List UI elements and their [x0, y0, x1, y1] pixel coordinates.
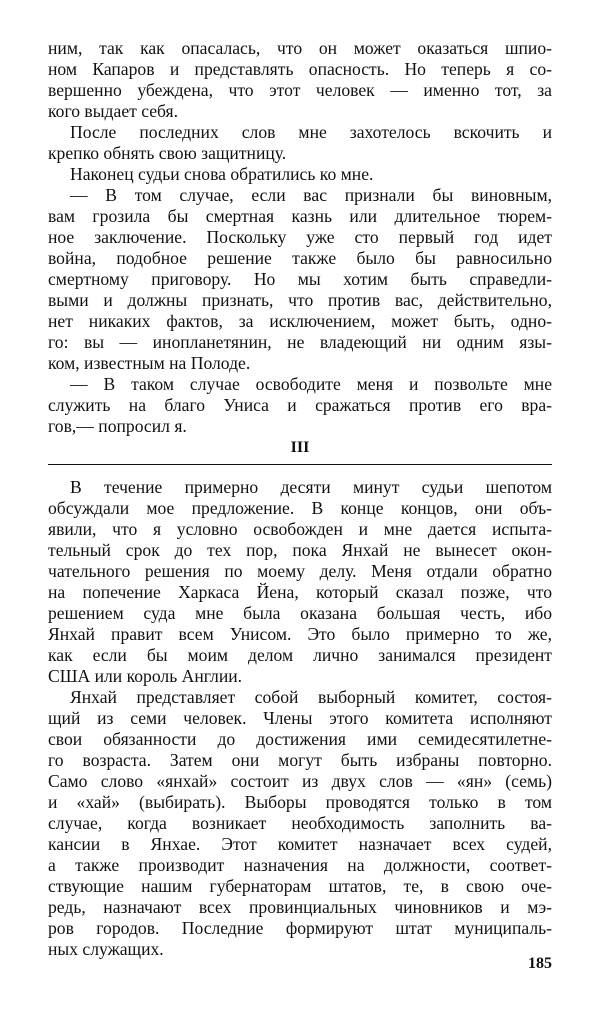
- text-line: — В таком случае освободите меня и позвольте мне: [70, 374, 552, 394]
- text-line: вершенно убеждена, что этот человек — именно тот, за: [48, 80, 552, 100]
- text-line: и «хай» (выбирать). Выборы проводятся только в том: [48, 792, 552, 812]
- text-line: ных служащих.: [48, 939, 164, 959]
- text-line: США или король Англии.: [48, 666, 243, 686]
- chapter-heading: III: [290, 439, 310, 456]
- text-line: — В том случае, если вас признали бы виновным,: [70, 185, 552, 205]
- paragraph: [48, 185, 552, 374]
- text-line: Наконец судьи снова обратились ко мне.: [70, 164, 374, 184]
- text-block-bottom: [48, 477, 552, 960]
- text-line: как если бы моим делом лично занимался президент: [48, 645, 552, 665]
- text-line: После последних слов мне захотелось вскочить и: [70, 122, 552, 142]
- text-line: ном Капаров и представлять опасность. Но теперь я со-: [48, 59, 552, 79]
- paragraph: [48, 38, 552, 122]
- text-line: редь, назначают всех провинциальных чиновников и мэ-: [48, 897, 552, 917]
- text-line: чательного решения по моему делу. Меня отдали обратно: [48, 561, 552, 581]
- paragraph: [48, 374, 552, 437]
- text-line: война, подобное решение также было бы равносильно: [48, 248, 552, 268]
- text-line: ров городов. Последние формируют штат муниципаль-: [48, 918, 552, 938]
- text-line: служить на благо Униса и сражаться против его вра-: [48, 395, 552, 415]
- text-line: смертному приговору. Но мы хотим быть справедли-: [48, 269, 552, 289]
- text-line: свои обязанности до достижения ими семидесятилетне-: [48, 729, 552, 749]
- paragraph: [48, 122, 552, 164]
- text-line: тельный срок до тех пор, пока Янхай не вынесет окон-: [48, 540, 552, 560]
- text-line: вам грозила бы смертная казнь или длительное тюрем-: [48, 206, 552, 226]
- paragraph: [48, 477, 552, 687]
- text-line: крепко обнять свою защитницу.: [48, 143, 287, 163]
- text-line: явили, что я условно освобожден и мне дается испыта-: [48, 519, 552, 539]
- page-number: 185: [528, 955, 552, 972]
- section-divider: [48, 464, 552, 465]
- text-line: кого выдает себя.: [48, 101, 179, 121]
- text-line: случае, когда возникает необходимость заполнить ва-: [48, 813, 552, 833]
- text-line: ствующие нашим губернаторам штатов, те, в свою оче-: [48, 876, 552, 896]
- text-line: а также производит назначения на должности, соответ-: [48, 855, 552, 875]
- text-line: Янхай представляет собой выборный комитет, состоя-: [70, 687, 552, 707]
- text-line: ное заключение. Поскольку уже сто первый год идет: [48, 227, 552, 247]
- text-line: Само слово «янхай» состоит из двух слов — «ян» (семь): [48, 771, 552, 791]
- text-line: на попечение Харкаса Йена, который сказал позже, что: [48, 582, 552, 602]
- text-line: щий из семи человек. Члены этого комитета исполняют: [48, 708, 552, 728]
- text-line: нет никаких фактов, за исключением, может быть, одно-: [48, 311, 552, 331]
- text-line: кансии в Янхае. Этот комитет назначает всех судей,: [48, 834, 552, 854]
- text-line: го возраста. Затем они могут быть избраны повторно.: [48, 750, 552, 770]
- paragraph: [48, 687, 552, 960]
- text-line: выми и должны признать, что против вас, действительно,: [48, 290, 552, 310]
- text-line: го: вы — инопланетянин, не владеющий ни одним язы-: [48, 332, 552, 352]
- text-line: обсуждали мое предложение. В конце концов, они объ-: [48, 498, 552, 518]
- text-line: ним, так как опасалась, что он может оказаться шпио-: [48, 38, 552, 58]
- text-line: решением суда мне была оказана большая честь, ибо: [48, 603, 552, 623]
- text-line: Янхай правит всем Унисом. Это было примерно то же,: [48, 624, 552, 644]
- text-line: В течение примерно десяти минут судьи шепотом: [70, 477, 552, 497]
- text-block-top: [48, 38, 552, 437]
- text-line: гов,— попросил я.: [48, 416, 187, 436]
- paragraph: [48, 164, 552, 185]
- text-line: ком, известным на Полоде.: [48, 353, 251, 373]
